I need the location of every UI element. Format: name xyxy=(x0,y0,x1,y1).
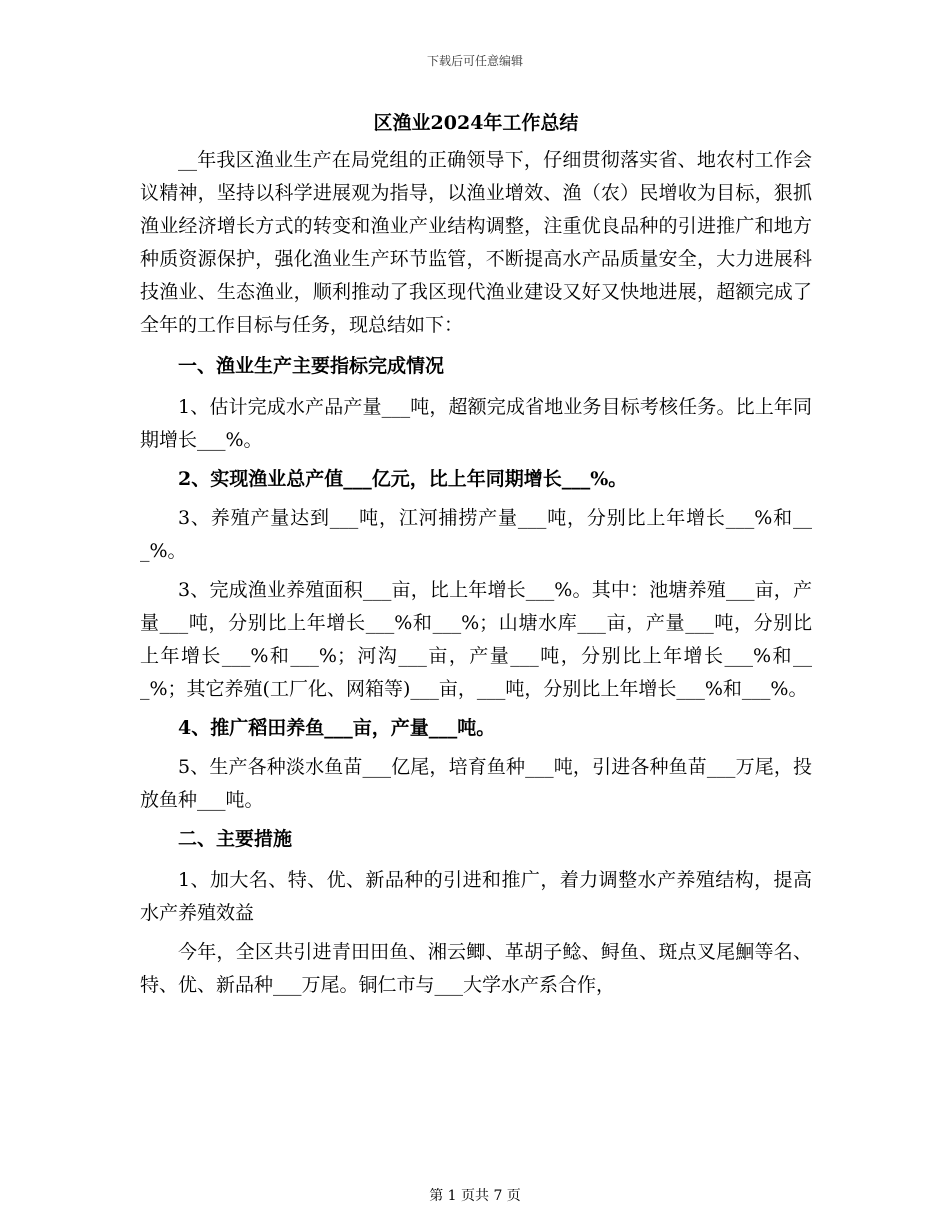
measure-1-body: 今年，全区共引进青田田鱼、湘云鲫、革胡子鲶、鲟鱼、斑点叉尾鮰等名、特、优、新品种___万尾。铜仁市与___大学水产系合作， xyxy=(140,941,812,996)
page-header: 下载后可任意编辑 xyxy=(426,54,523,68)
document-body xyxy=(140,110,812,1008)
document-title: 区渔业2024年工作总结 xyxy=(373,112,579,134)
section-1-heading: 一、渔业生产主要指标完成情况 xyxy=(178,355,445,377)
measure-1-heading: 1、加大名、特、优、新品种的引进和推广，着力调整水产养殖结构，提高水产养殖效益 xyxy=(140,869,812,924)
indicator-item-2: 2、实现渔业总产值___亿元，比上年同期增长___%。 xyxy=(178,468,628,490)
indicator-item-4: 4、推广稻田养鱼___亩，产量___吨。 xyxy=(178,717,496,739)
intro-paragraph: __年我区渔业生产在局党组的正确领导下，仔细贯彻落实省、地农村工作会议精神，坚持以科学进展观为指导，以渔业增效、渔（农）民增收为目标，狠抓渔业经济增长方式的转变和渔业产业结构调整，注重优良品种的引进推广和地方种质资源保护，强化渔业生产环节监管，不断提高水产品质量安全，大力进展科技渔业、生态渔业，顺利推动了我区现代渔业建设又好又快地进展，超额完成了全年的工作目标与任务，现总结如下： xyxy=(140,149,812,336)
page-footer: 第 1 页共 7 页 xyxy=(429,1188,521,1204)
indicator-item-3b: 3、完成渔业养殖面积___亩，比上年增长___%。其中：池塘养殖___亩，产量___吨，分别比上年增长___%和___%；山塘水库___亩，产量___吨，分别比上年增长___%和___%；河沟___亩，产量___吨，分别比上年增长___%和___%；其它养殖(工厂化、网箱等)___亩，___吨，分别比上年增长___%和___%。 xyxy=(140,579,812,700)
indicator-item-1: 1、估计完成水产品产量___吨，超额完成省地业务目标考核任务。比上年同期增长___%。 xyxy=(140,396,812,451)
section-2-heading: 二、主要措施 xyxy=(178,828,293,850)
indicator-item-3a: 3、养殖产量达到___吨，江河捕捞产量___吨，分别比上年增长___%和___%。 xyxy=(140,507,812,562)
indicator-item-5: 5、生产各种淡水鱼苗___亿尾，培育鱼种___吨，引进各种鱼苗___万尾，投放鱼种___吨。 xyxy=(140,756,812,811)
